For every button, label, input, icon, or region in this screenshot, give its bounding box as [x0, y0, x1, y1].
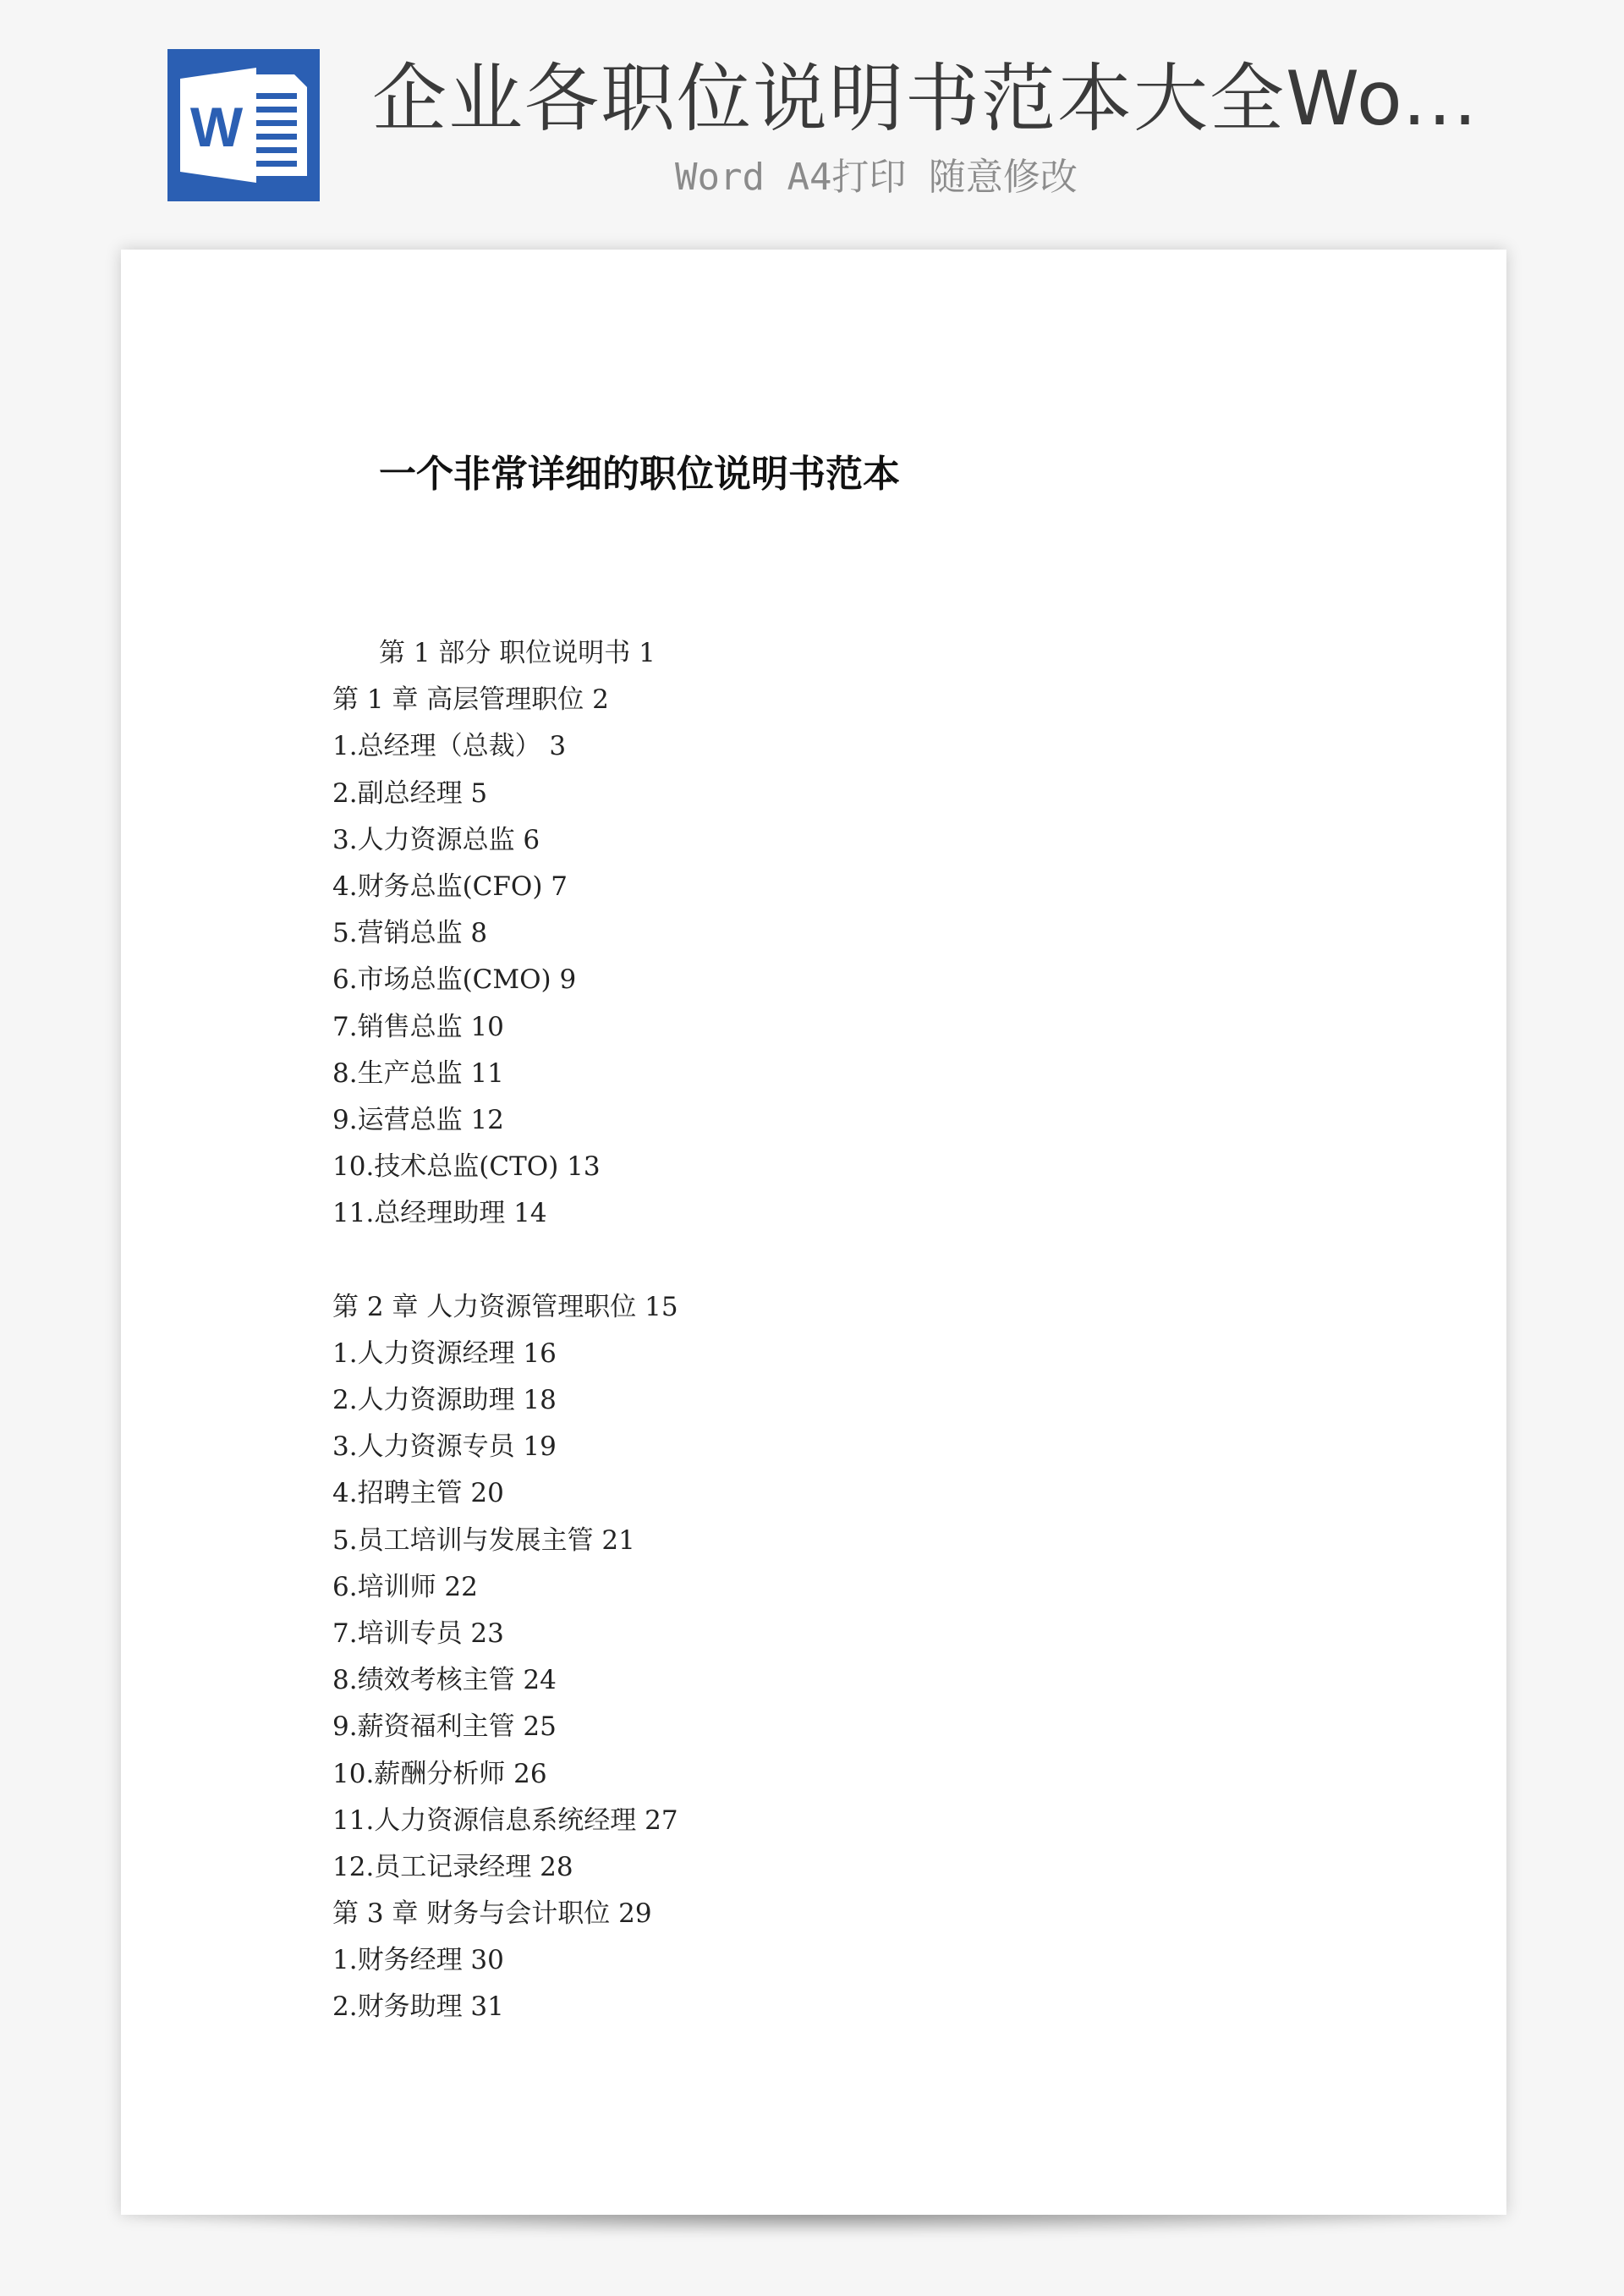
toc-entry: 5.营销总监 8 — [332, 918, 488, 949]
toc-entry: 3.人力资源专员 19 — [332, 1431, 557, 1463]
toc-entry: 第 1 章 高层管理职位 2 — [332, 684, 609, 716]
toc-entry: 8.绩效考核主管 24 — [332, 1665, 557, 1696]
toc-entry: 8.生产总监 11 — [332, 1057, 504, 1089]
table-of-contents — [332, 630, 1347, 2031]
toc-entry: 11.总经理助理 14 — [332, 1198, 547, 1229]
toc-entry: 2.人力资源助理 18 — [332, 1385, 557, 1415]
toc-entry: 2.财务助理 31 — [332, 1991, 504, 2023]
word-icon-letter: W — [189, 96, 244, 158]
toc-entry: 第 3 章 财务与会计职位 29 — [332, 1898, 652, 1930]
toc-entry: 4.招聘主管 20 — [332, 1478, 504, 1509]
toc-entry: 4.财务总监(CFO) 7 — [332, 871, 568, 902]
toc-entry: 1.财务经理 30 — [332, 1945, 504, 1976]
preview-header — [0, 0, 1624, 237]
toc-entry: 10.技术总监(CTO) 13 — [332, 1151, 601, 1183]
toc-spacer — [332, 1237, 1347, 1283]
document-page — [121, 250, 1506, 2215]
toc-entry: 9.运营总监 12 — [332, 1104, 504, 1135]
toc-entry: 5.员工培训与发展主管 21 — [332, 1524, 635, 1556]
toc-entry: 第 2 章 人力资源管理职位 15 — [332, 1291, 678, 1322]
page-heading: 一个非常详细的职位说明书范本 — [379, 453, 900, 496]
toc-entry: 10.薪酬分析师 26 — [332, 1758, 547, 1789]
toc-entry: 1.总经理（总裁） 3 — [332, 731, 567, 762]
toc-entry: 12.员工记录经理 28 — [332, 1851, 573, 1882]
toc-entry: 6.市场总监(CMO) 9 — [332, 964, 577, 996]
toc-entry: 6.培训师 22 — [332, 1571, 478, 1602]
toc-entry: 11.人力资源信息系统经理 27 — [332, 1804, 678, 1836]
toc-entry: 第 1 部分 职位说明书 1 — [379, 638, 656, 668]
word-document-icon — [167, 49, 320, 201]
document-subtitle: Word A4打印 随意修改 — [675, 156, 1078, 199]
toc-entry: 7.培训专员 23 — [332, 1618, 504, 1649]
toc-entry: 1.人力资源经理 16 — [332, 1338, 557, 1369]
toc-entry: 9.薪资福利主管 25 — [332, 1711, 557, 1743]
toc-entry: 3.人力资源总监 6 — [332, 824, 540, 855]
toc-entry: 2.副总经理 5 — [332, 777, 488, 809]
document-title: 企业各职位说明书范本大全Wo... — [372, 55, 1479, 142]
toc-entry: 7.销售总监 10 — [332, 1011, 504, 1042]
